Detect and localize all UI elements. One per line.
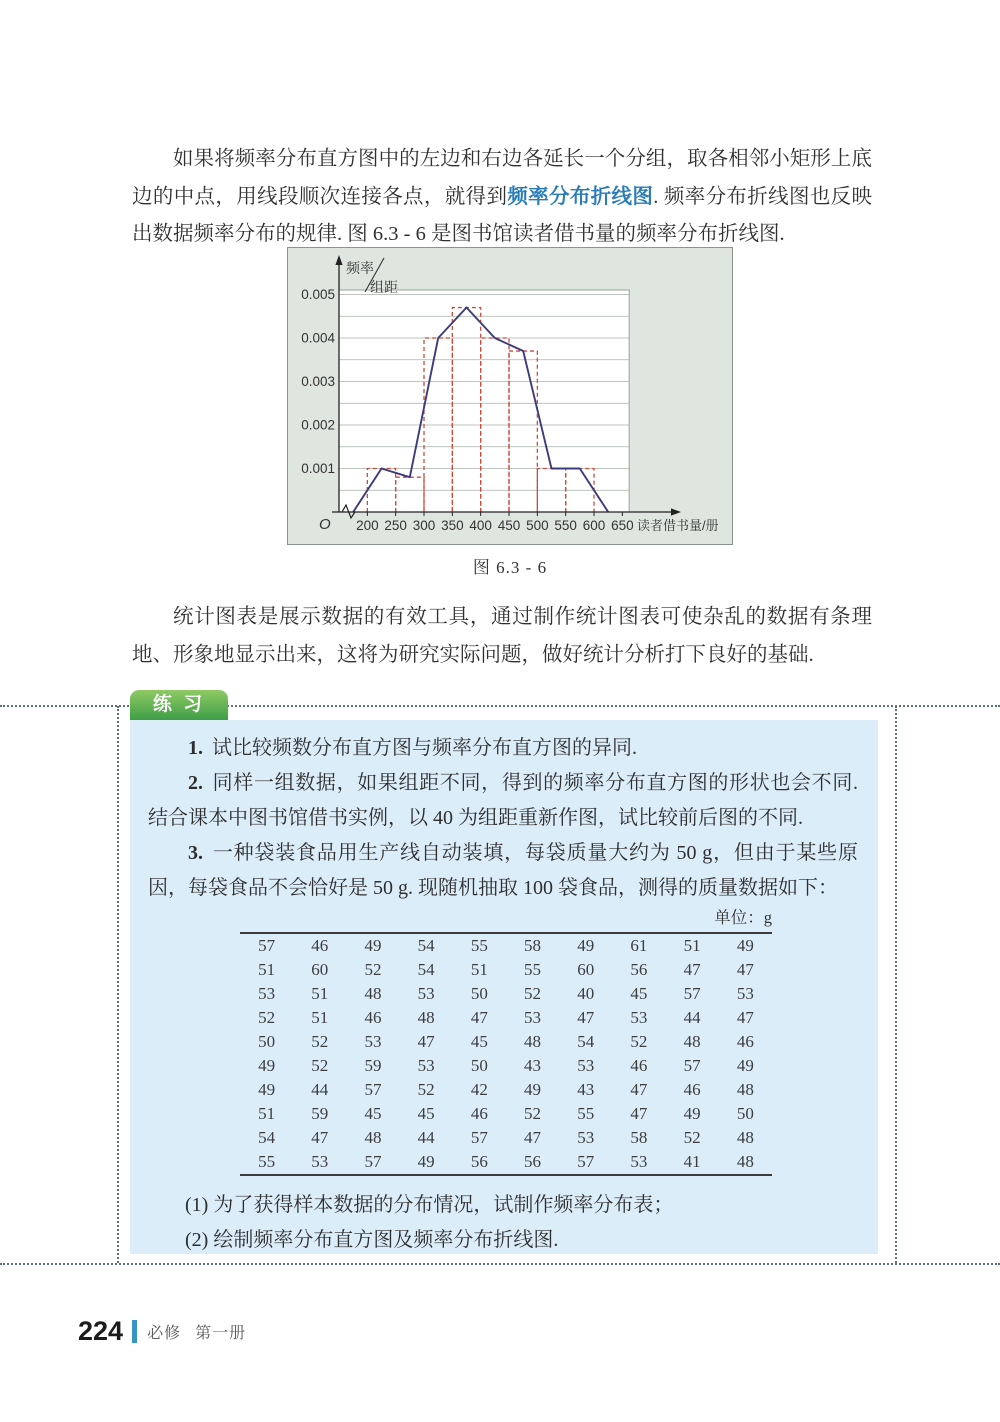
table-cell: 52 — [524, 1104, 542, 1123]
table-cell: 44 — [683, 1008, 701, 1027]
table-cell: 57 — [577, 1152, 595, 1171]
figure-caption: 图 6.3 - 6 — [472, 558, 548, 577]
table-cell: 59 — [311, 1104, 329, 1123]
exercise-1-number: 1. — [188, 737, 203, 759]
table-cell: 57 — [683, 1056, 701, 1075]
table-cell: 54 — [258, 1128, 276, 1147]
book-label: 必修 — [147, 1325, 182, 1342]
table-cell: 47 — [683, 960, 701, 979]
table-cell: 49 — [736, 936, 754, 955]
table-cell: 49 — [364, 936, 382, 955]
table-cell: 57 — [364, 1152, 382, 1171]
table-row — [240, 1078, 772, 1102]
summary-paragraph: 统计图表是展示数据的有效工具，通过制作统计图表可使杂乱的数据有条理地、形象地显示出来，这将为研究实际问题，做好统计分析打下良好的基础. — [132, 606, 872, 666]
table-row — [240, 1102, 772, 1126]
x-tick-label: 500 — [526, 518, 549, 533]
table-row — [240, 1150, 772, 1175]
table-cell: 44 — [311, 1080, 329, 1099]
table-row — [240, 1126, 772, 1150]
page-number: 224 — [78, 1316, 124, 1346]
table-row — [240, 1030, 772, 1054]
x-tick-label: 600 — [582, 518, 606, 533]
x-tick-label: 450 — [497, 518, 521, 533]
practice-border-bottom — [0, 1263, 1000, 1265]
table-cell: 51 — [311, 1008, 329, 1027]
intro-paragraph — [132, 141, 872, 254]
table-cell: 58 — [630, 1128, 648, 1147]
table-cell: 47 — [736, 960, 754, 979]
intro-text-after: . 频率分布折线图也反映出数据频率分布的规律. 图 6.3 - 6 是图书馆读者借书量的频率分布折线图. — [132, 185, 873, 245]
table-cell: 47 — [630, 1104, 648, 1123]
table-cell: 57 — [470, 1128, 488, 1147]
y-tick-label: 0.005 — [301, 287, 335, 302]
x-tick-label: 650 — [611, 518, 634, 533]
table-cell: 51 — [311, 984, 329, 1003]
exercise-1-text: 试比较频数分布直方图与频率分布直方图的异同. — [212, 737, 637, 759]
table-cell: 41 — [683, 1152, 701, 1171]
table-cell: 43 — [577, 1080, 595, 1099]
practice-border-right — [895, 706, 897, 1263]
table-cell: 50 — [470, 1056, 488, 1075]
intro-text-before: 如果将频率分布直方图中的左边和右边各延长一个分组，取各相邻小矩形上底边的中点，用线段顺次连接各点，就得到 — [132, 148, 872, 208]
exercise-3-text: 一种袋装食品用生产线自动装填，每袋质量大约为 50 g，但由于某些原因，每袋食品不会恰好是 50 g. 现随机抽取 100 袋食品，测得的质量数据如下： — [148, 842, 858, 899]
sub-question-2: (2) 绘制频率分布直方图及频率分布折线图. — [185, 1229, 559, 1251]
table-cell: 52 — [311, 1032, 329, 1051]
table-cell: 51 — [470, 960, 488, 979]
table-cell: 50 — [470, 984, 488, 1003]
table-cell: 48 — [364, 984, 382, 1003]
y-tick-label: 0.002 — [301, 417, 335, 433]
table-cell: 51 — [258, 1104, 276, 1123]
x-tick-label: 400 — [469, 518, 492, 533]
table-cell: 52 — [524, 984, 542, 1003]
table-cell: 52 — [258, 1008, 276, 1027]
table-cell: 54 — [577, 1032, 595, 1051]
table-cell: 53 — [311, 1152, 329, 1171]
table-cell: 51 — [683, 936, 701, 955]
table-cell: 46 — [630, 1056, 648, 1075]
exercise-1 — [148, 731, 858, 766]
table-cell: 52 — [683, 1128, 701, 1147]
table-cell: 51 — [258, 960, 276, 979]
table-cell: 53 — [577, 1056, 595, 1075]
practice-tab: 练 习 — [130, 690, 228, 720]
table-cell: 47 — [630, 1080, 648, 1099]
x-axis-title: 读者借书量/册 — [637, 518, 719, 533]
table-cell: 50 — [258, 1032, 276, 1051]
table-cell: 53 — [524, 1008, 542, 1027]
table-cell: 57 — [364, 1080, 382, 1099]
table-row — [240, 1006, 772, 1030]
table-cell: 55 — [577, 1104, 595, 1123]
table-cell: 53 — [364, 1032, 382, 1051]
y-tick-label: 0.001 — [301, 461, 335, 476]
table-cell: 46 — [311, 936, 329, 955]
table-cell: 42 — [470, 1080, 488, 1099]
exercise-3 — [148, 836, 858, 906]
table-cell: 55 — [258, 1152, 276, 1171]
table-cell: 48 — [736, 1152, 754, 1171]
table-cell: 55 — [524, 960, 542, 979]
x-tick-label: 300 — [412, 518, 436, 533]
exercise-2 — [148, 766, 858, 836]
table-cell: 60 — [311, 960, 329, 979]
table-cell: 48 — [417, 1008, 435, 1027]
table-row — [240, 982, 772, 1006]
sub-question-1: (1) 为了获得样本数据的分布情况，试制作频率分布表； — [185, 1194, 674, 1216]
origin-label: O — [319, 516, 331, 533]
table-cell: 47 — [417, 1032, 435, 1051]
practice-border-left — [117, 706, 119, 1263]
table-row — [240, 933, 772, 958]
exercise-2-number: 2. — [188, 772, 203, 794]
table-cell: 54 — [417, 960, 435, 979]
table-cell: 48 — [524, 1032, 542, 1051]
table-cell: 52 — [364, 960, 382, 979]
table-cell: 53 — [417, 1056, 435, 1075]
table-cell: 52 — [311, 1056, 329, 1075]
data-table — [240, 932, 772, 1176]
table-cell: 53 — [630, 1008, 648, 1027]
y-axis-arrow — [335, 255, 342, 265]
practice-box — [130, 720, 878, 1254]
table-cell: 46 — [364, 1008, 382, 1027]
table-cell: 50 — [736, 1104, 754, 1123]
table-cell: 49 — [736, 1056, 754, 1075]
page-footer — [78, 1316, 246, 1347]
table-cell: 53 — [417, 984, 435, 1003]
table-cell: 53 — [736, 984, 754, 1003]
table-cell: 48 — [683, 1032, 701, 1051]
y-tick-label: 0.004 — [301, 330, 335, 346]
x-tick-label: 200 — [356, 518, 379, 533]
table-cell: 47 — [524, 1128, 542, 1147]
table-cell: 55 — [470, 936, 488, 955]
table-cell: 57 — [683, 984, 701, 1003]
x-axis-arrow — [671, 508, 681, 515]
term-frequency-polygon: 频率分布折线图 — [507, 185, 654, 208]
table-cell: 48 — [364, 1128, 382, 1147]
table-cell: 56 — [630, 960, 648, 979]
footer-divider-bar — [132, 1320, 137, 1343]
table-cell: 54 — [417, 936, 435, 955]
table-cell: 48 — [736, 1128, 754, 1147]
table-cell: 47 — [470, 1008, 488, 1027]
x-tick-label: 350 — [441, 518, 464, 533]
x-tick-label: 250 — [384, 518, 407, 533]
table-cell: 46 — [470, 1104, 488, 1123]
table-cell: 48 — [736, 1080, 754, 1099]
table-cell: 49 — [258, 1056, 276, 1075]
table-cell: 45 — [364, 1104, 382, 1123]
table-cell: 59 — [364, 1056, 382, 1075]
y-tick-label: 0.003 — [301, 374, 335, 389]
table-cell: 57 — [258, 936, 276, 955]
table-cell: 44 — [417, 1128, 435, 1147]
table-cell: 53 — [258, 984, 276, 1003]
table-cell: 61 — [630, 936, 648, 955]
table-cell: 40 — [577, 984, 595, 1003]
exercise-3-number: 3. — [188, 842, 203, 864]
table-cell: 47 — [577, 1008, 595, 1027]
frequency-polyline-chart — [288, 248, 734, 546]
table-row — [240, 1054, 772, 1078]
table-cell: 46 — [736, 1032, 754, 1051]
table-cell: 49 — [417, 1152, 435, 1171]
table-cell: 52 — [630, 1032, 648, 1051]
table-cell: 45 — [630, 984, 648, 1003]
footer-labels — [147, 1320, 246, 1343]
unit-label: 单位：g — [714, 908, 772, 927]
table-cell: 47 — [736, 1008, 754, 1027]
table-cell: 46 — [683, 1080, 701, 1099]
table-cell: 49 — [258, 1080, 276, 1099]
x-tick-label: 550 — [554, 518, 577, 533]
table-row — [240, 958, 772, 982]
table-cell: 60 — [577, 960, 595, 979]
figure-panel — [287, 247, 733, 545]
y-axis-label-denominator: 组距 — [370, 279, 398, 295]
table-cell: 56 — [524, 1152, 542, 1171]
table-cell: 49 — [524, 1080, 542, 1099]
table-cell: 47 — [311, 1128, 329, 1147]
exercise-2-text: 同样一组数据，如果组距不同，得到的频率分布直方图的形状也会不同. 结合课本中图书馆借书实例，以 40 为组距重新作图，试比较前后图的不同. — [148, 772, 858, 829]
table-cell: 43 — [524, 1056, 542, 1075]
table-cell: 53 — [577, 1128, 595, 1147]
y-axis-label-numerator: 频率 — [346, 260, 374, 276]
table-cell: 53 — [630, 1152, 648, 1171]
volume-label: 第一册 — [195, 1325, 247, 1342]
table-cell: 52 — [417, 1080, 435, 1099]
table-cell: 58 — [524, 936, 542, 955]
table-cell: 45 — [470, 1032, 488, 1051]
table-cell: 45 — [417, 1104, 435, 1123]
table-cell: 49 — [683, 1104, 701, 1123]
table-cell: 56 — [470, 1152, 488, 1171]
table-cell: 49 — [577, 936, 595, 955]
